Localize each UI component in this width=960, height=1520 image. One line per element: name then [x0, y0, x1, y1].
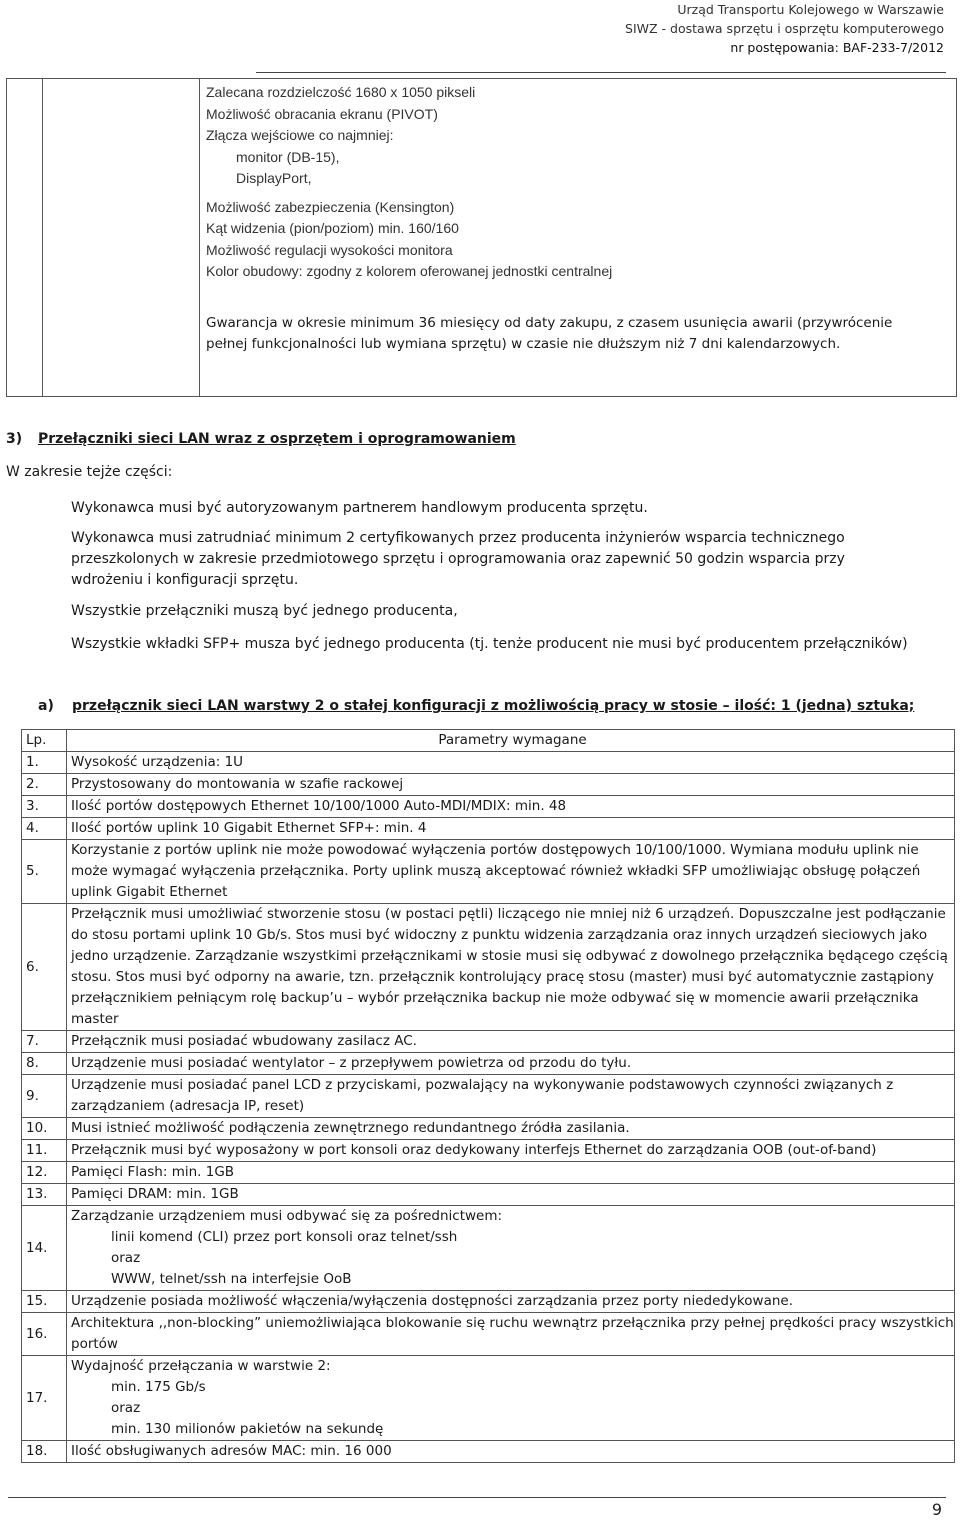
- monitor-spec-list: [200, 79, 956, 283]
- spec-line: Kąt widzenia (pion/poziom) min. 160/160: [206, 220, 459, 236]
- row-number: 17.: [22, 1356, 67, 1441]
- empty-cell: [43, 79, 200, 397]
- parameter-subitem: oraz: [111, 1400, 141, 1416]
- subsection-label: a): [38, 698, 54, 714]
- row-number: 3.: [22, 796, 67, 818]
- parameter-text: Przełącznik musi być wyposażony w port konsoli oraz dedykowany interfejs Ethernet do zarządzania OOB (out-of-band): [71, 1142, 877, 1158]
- requirement-paragraph: Wykonawca musi zatrudniać minimum 2 certyfikowanych przez producenta inżynierów wsparcia technicznego przeszkolonych w zakresie przedmiotowego sprzętu i oprogramowania oraz zapewnić 50 godzin wsparcia przy wdrożeniu i konfiguracji sprzętu.: [71, 530, 845, 588]
- spec-line: Możliwość obracania ekranu (PIVOT): [206, 105, 438, 122]
- table-row: [22, 1053, 955, 1075]
- header-case-number: nr postępowania: BAF-233-7/2012: [730, 40, 944, 55]
- parameters-table-body: [22, 752, 955, 1463]
- parameter-text: Wysokość urządzenia: 1U: [71, 754, 244, 770]
- parameter-text: Przełącznik musi posiadać wbudowany zasilacz AC.: [71, 1033, 417, 1049]
- parameter-text: Pamięci Flash: min. 1GB: [71, 1164, 235, 1180]
- table-row: [22, 1075, 955, 1118]
- row-parameter: [67, 774, 955, 796]
- column-header-params: Parametry wymagane: [67, 730, 955, 752]
- row-number: 18.: [22, 1441, 67, 1463]
- spec-line: Możliwość zabezpieczenia (Kensington): [206, 198, 455, 215]
- row-number: 16.: [22, 1313, 67, 1356]
- row-number: 7.: [22, 1031, 67, 1053]
- row-number: 11.: [22, 1140, 67, 1162]
- warranty-text: Gwarancja w okresie minimum 36 miesięcy od daty zakupu, z czasem usunięcia awarii (przywrócenie pełnej funkcjonalności lub wymiana sprzętu) w czasie nie dłuższym niż 7 dni kalendarzowych.: [206, 314, 893, 352]
- parameter-text: Przełącznik musi umożliwiać stworzenie stosu (w postaci pętli) liczącego nie mniej niż 6 urządzeń. Dopuszczalne jest podłączanie do stosu portami uplink 10 Gb/s. Stos musi być widoczny z punktu widzenia zarządzania oraz innych urządzeń sieciowych jako jedno urządzenie. Zarządzanie wszystkimi przełącznikami w stosie musi się odbywać z dowolnego przełącznika będącego częścią stosu. Stos musi być odporny na awarie, tzn. przełącznik kontrolujący pracę stosu (master) musi być automatycznie zastąpiony przełącznikiem pełniącym rolę backup’u – wybór przełącznika backup nie może odbywać się w momencie awarii przełącznika master: [71, 906, 948, 1027]
- row-parameter: [67, 1291, 955, 1313]
- parameter-text: Ilość portów dostępowych Ethernet 10/100/1000 Auto-MDI/MDIX: min. 48: [71, 798, 567, 814]
- row-parameter: [67, 1206, 955, 1291]
- parameter-text: Ilość obsługiwanych adresów MAC: min. 16 000: [71, 1443, 392, 1459]
- row-parameter: [67, 1356, 955, 1441]
- row-parameter: [67, 1075, 955, 1118]
- row-parameter: [67, 1162, 955, 1184]
- table-row: [22, 840, 955, 904]
- spec-line: Kolor obudowy: zgodny z kolorem oferowanej jednostki centralnej: [206, 263, 613, 279]
- row-parameter: [67, 1184, 955, 1206]
- requirement-paragraph: Wykonawca musi być autoryzowanym partnerem handlowym producenta sprzętu.: [71, 500, 648, 516]
- parameter-text: Przystosowany do montowania w szafie rackowej: [71, 776, 404, 792]
- page-number: 9: [931, 1500, 942, 1519]
- parameter-text: Musi istnieć możliwość podłączenia zewnętrznego redundantnego źródła zasilania.: [71, 1120, 630, 1136]
- row-parameter: [67, 752, 955, 774]
- parameter-text: Wydajność przełączania w warstwie 2:: [71, 1358, 331, 1374]
- row-parameter: [67, 1118, 955, 1140]
- parameter-subitem: oraz: [111, 1250, 141, 1266]
- row-parameter: [67, 1313, 955, 1356]
- parameter-text: Ilość portów uplink 10 Gigabit Ethernet SFP+: min. 4: [71, 820, 427, 836]
- row-number: 14.: [22, 1206, 67, 1291]
- spec-line: monitor (DB-15),: [236, 148, 340, 165]
- row-parameter: [67, 818, 955, 840]
- monitor-spec-table: [6, 78, 957, 397]
- column-header-lp: Lp.: [22, 730, 67, 752]
- parameter-text: Urządzenie musi posiadać panel LCD z przyciskami, pozwalający na wykonywanie podstawowych czynności związanych z zarządzaniem (adresacja IP, reset): [71, 1077, 894, 1114]
- parameter-text: Architektura ,,non-blocking” uniemożliwiająca blokowanie się ruchu wewnątrz przełącznika przy pełnej prędkości pracy wszystkich portów: [71, 1315, 954, 1352]
- row-parameter: [67, 796, 955, 818]
- row-number: 5.: [22, 840, 67, 904]
- table-row: [22, 1162, 955, 1184]
- table-row: [22, 818, 955, 840]
- spec-line: Zalecana rozdzielczość 1680 x 1050 pikseli: [206, 84, 476, 100]
- spacer: [206, 190, 956, 197]
- subsection-title-text: przełącznik sieci LAN warstwy 2 o stałej konfiguracji z możliwością pracy w stosie – ilość: 1 (jedna) sztuka;: [72, 698, 915, 714]
- page-header: [625, 0, 944, 57]
- table-header-row: [22, 730, 955, 752]
- section-title-text: Przełączniki sieci LAN wraz z osprzętem i oprogramowaniem: [38, 431, 516, 447]
- row-parameter: [67, 1053, 955, 1075]
- row-number: 10.: [22, 1118, 67, 1140]
- row-number: 1.: [22, 752, 67, 774]
- table-row: [22, 1118, 955, 1140]
- row-number: 12.: [22, 1162, 67, 1184]
- table-row: [22, 774, 955, 796]
- parameter-text: Urządzenie musi posiadać wentylator – z przepływem powietrza od przodu do tyłu.: [71, 1055, 632, 1071]
- table-row: [22, 904, 955, 1031]
- header-divider: [256, 72, 946, 73]
- monitor-spec-cell: [200, 79, 957, 397]
- header-document: SIWZ - dostawa sprzętu i osprzętu komputerowego: [625, 21, 944, 36]
- footer-divider: [8, 1497, 946, 1498]
- table-row: [22, 1031, 955, 1053]
- section-3-title: [6, 431, 516, 447]
- row-parameter: [67, 904, 955, 1031]
- parameter-text: Korzystanie z portów uplink nie może powodować wyłączenia portów dostępowych 10/100/1000. Wymiana modułu uplink nie może wymagać wyłączenia przełącznika. Porty uplink muszą akceptować również wkładki SFP umożliwiając obsługę połączeń uplink Gigabit Ethernet: [71, 842, 921, 900]
- section-intro: W zakresie tejże części:: [6, 464, 173, 480]
- spec-line: Złącza wejściowe co najmniej:: [206, 127, 394, 143]
- requirement-paragraph: Wszystkie przełączniki muszą być jednego producenta,: [71, 603, 458, 619]
- table-row: [22, 1356, 955, 1441]
- table-row: [22, 796, 955, 818]
- row-number: 2.: [22, 774, 67, 796]
- table-row: [22, 1291, 955, 1313]
- row-number: 9.: [22, 1075, 67, 1118]
- table-row: [22, 752, 955, 774]
- parameter-subitem: min. 130 milionów pakietów na sekundę: [111, 1421, 384, 1437]
- table-row: [22, 1140, 955, 1162]
- row-number: 8.: [22, 1053, 67, 1075]
- row-parameter: [67, 1031, 955, 1053]
- header-institution: Urząd Transportu Kolejowego w Warszawie: [677, 2, 944, 17]
- table-row: [22, 1441, 955, 1463]
- spec-line: Możliwość regulacji wysokości monitora: [206, 241, 453, 258]
- table-row: [22, 1313, 955, 1356]
- parameter-subitem: linii komend (CLI) przez port konsoli oraz telnet/ssh: [111, 1229, 458, 1245]
- row-number: 15.: [22, 1291, 67, 1313]
- row-number: 13.: [22, 1184, 67, 1206]
- parameters-table: [21, 729, 955, 1463]
- row-number: 4.: [22, 818, 67, 840]
- row-parameter: [67, 1140, 955, 1162]
- spec-line: DisplayPort,: [236, 170, 312, 186]
- parameter-text: Pamięci DRAM: min. 1GB: [71, 1186, 239, 1202]
- row-parameter: [67, 840, 955, 904]
- subsection-a-title: [38, 698, 914, 714]
- parameter-subitem: min. 175 Gb/s: [111, 1379, 206, 1395]
- table-row: [22, 1206, 955, 1291]
- parameter-text: Urządzenie posiada możliwość włączenia/wyłączenia dostępności zarządzania przez porty niededykowane.: [71, 1293, 793, 1309]
- section-number: 3): [6, 431, 23, 447]
- row-parameter: [67, 1441, 955, 1463]
- parameter-subitem: WWW, telnet/ssh na interfejsie OoB: [111, 1271, 352, 1287]
- parameter-text: Zarządzanie urządzeniem musi odbywać się za pośrednictwem:: [71, 1208, 503, 1224]
- requirement-paragraph: Wszystkie wkładki SFP+ musza być jednego producenta (tj. tenże producent nie musi być producentem przełączników): [71, 636, 908, 652]
- empty-cell: [7, 79, 43, 397]
- row-number: 6.: [22, 904, 67, 1031]
- table-row: [22, 1184, 955, 1206]
